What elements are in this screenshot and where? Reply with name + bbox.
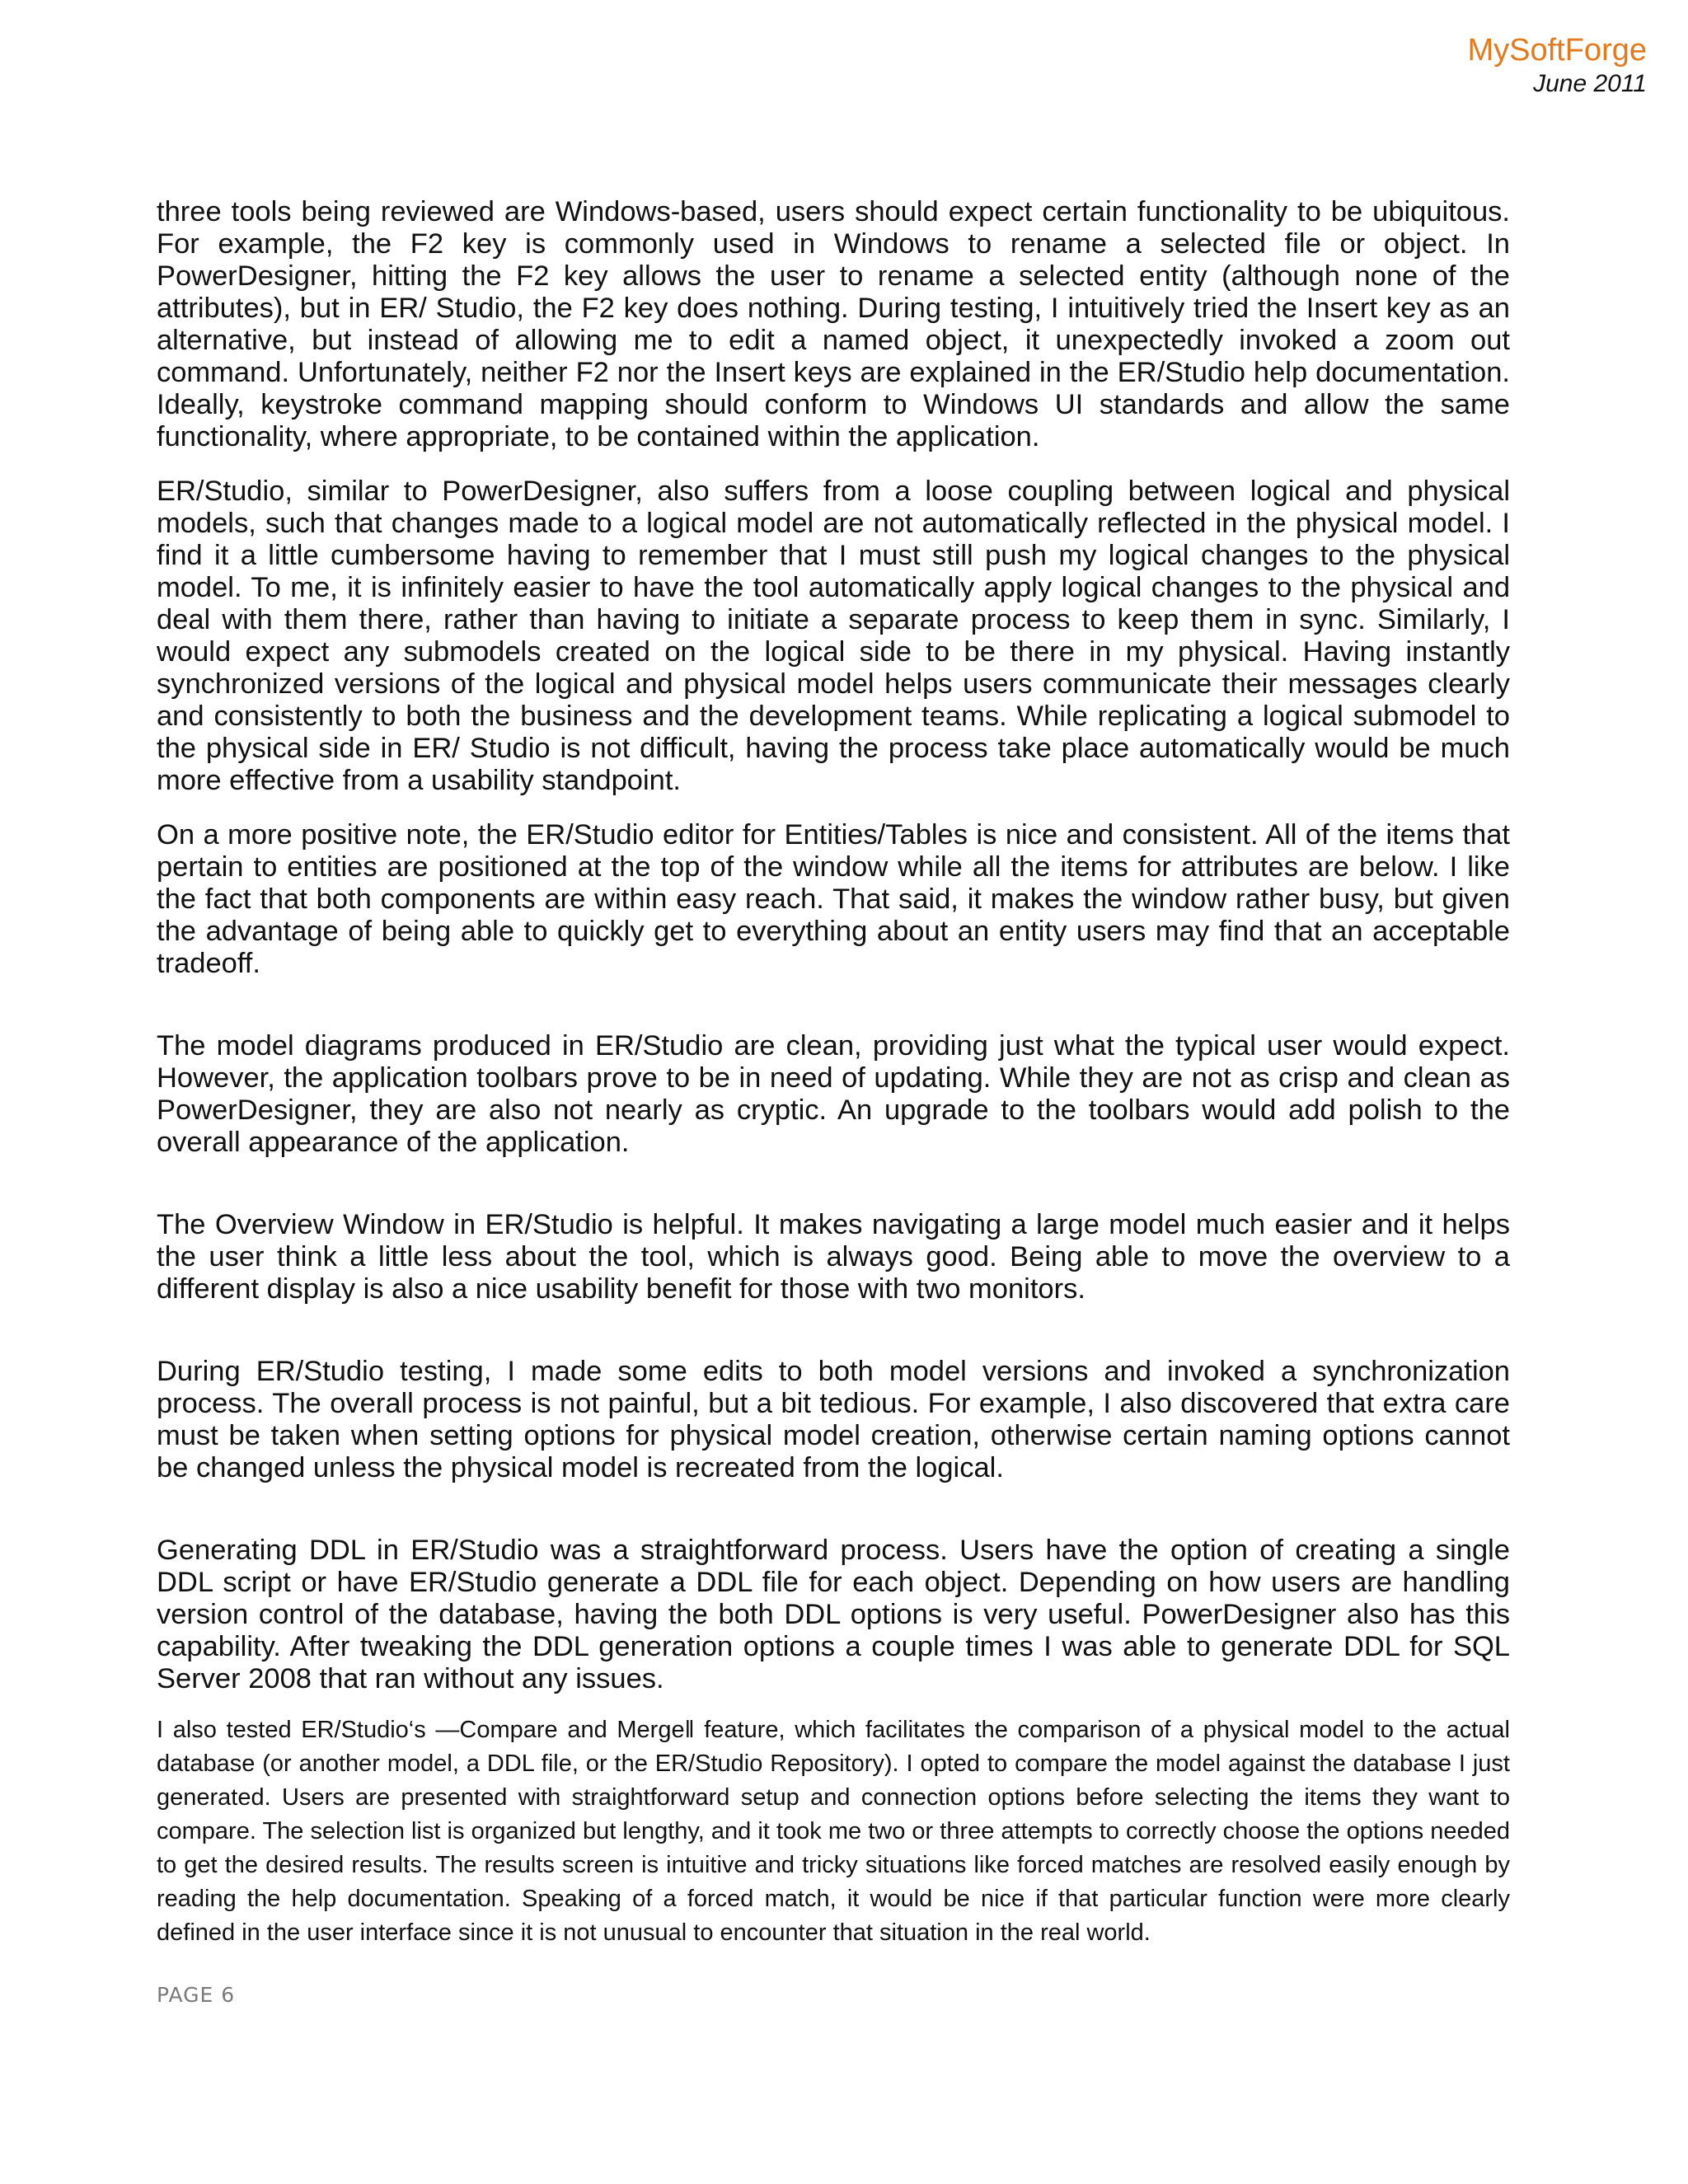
brand-name: MySoftForge: [1467, 33, 1647, 68]
paragraph-overview-window: The Overview Window in ER/Studio is helpful. It makes navigating a large model much easier and it helps the user think a little less about the tool, which is always good. Being able to move the overview to a different display is also a nice usability benefit for those with two monitors.: [157, 1209, 1510, 1305]
paragraph-synchronization: During ER/Studio testing, I made some edits to both model versions and invoked a synchronization process. The overall process is not painful, but a bit tedious. For example, I also discovered that extra care must be taken when setting options for physical model creation, otherwise certain naming options cannot be changed unless the physical model is recreated from the logical.: [157, 1356, 1510, 1483]
paragraph-model-diagrams: The model diagrams produced in ER/Studio are clean, providing just what the typical user would expect. However, the application toolbars prove to be in need of updating. While they are not as crisp and clean as PowerDesigner, they are also not nearly as cryptic. An upgrade to the toolbars would add polish to the overall appearance of the application.: [157, 1030, 1510, 1158]
paragraph-ddl-generation: Generating DDL in ER/Studio was a straightforward process. Users have the option of creating a single DDL script or have ER/Studio generate a DDL file for each object. Depending on how users are handling version control of the database, having the both DDL options is very useful. PowerDesigner also has this capability. After tweaking the DDL generation options a couple times I was able to generate DDL for SQL Server 2008 that ran without any issues.: [157, 1535, 1510, 1694]
paragraph-entity-editor: On a more positive note, the ER/Studio editor for Entities/Tables is nice and consistent. All of the items that pertain to entities are positioned at the top of the window while all the items for attributes are below. I like the fact that both components are within easy reach. That said, it makes the window rather busy, but given the advantage of being able to quickly get to everything about an entity users may find that an acceptable tradeoff.: [157, 819, 1510, 979]
paragraph-keystroke-mapping: three tools being reviewed are Windows-based, users should expect certain functionality to be ubiquitous. For example, the F2 key is commonly used in Windows to rename a selected file or object. In PowerDesigner, hitting the F2 key allows the user to rename a selected entity (although none of the attributes), but in ER/ Studio, the F2 key does nothing. During testing, I intuitively tried the Insert key as an alternative, but instead of allowing me to edit a named object, it unexpectedly invoked a zoom out command. Unfortunately, neither F2 nor the Insert keys are explained in the ER/Studio help documentation. Ideally, keystroke command mapping should conform to Windows UI standards and allow the same functionality, where appropriate, to be contained within the application.: [157, 196, 1510, 452]
paragraph-compare-merge: I also tested ER/Studio‘s ―Compare and Merge‖ feature, which facilitates the comparison of a physical model to the actual database (or another model, a DDL file, or the ER/Studio Repository). I opted to compare the model against the database I just generated. Users are presented with straightforward setup and connection options before selecting the items they want to compare. The selection list is organized but lengthy, and it took me two or three attempts to correctly choose the options needed to get the desired results. The results screen is intuitive and tricky situations like forced matches are resolved easily enough by reading the help documentation. Speaking of a forced match, it would be nice if that particular function were more clearly defined in the user interface since it is not unusual to encounter that situation in the real world.: [157, 1717, 1510, 1946]
page-number: PAGE 6: [157, 1983, 236, 2007]
paragraph-model-coupling: ER/Studio, similar to PowerDesigner, also suffers from a loose coupling between logical and physical models, such that changes made to a logical model are not automatically reflected in the physical model. I find it a little cumbersome having to remember that I must still push my logical changes to the physical model. To me, it is infinitely easier to have the tool automatically apply logical changes to the physical and deal with them there, rather than having to initiate a separate process to keep them in sync. Similarly, I would expect any submodels created on the logical side to be there in my physical. Having instantly synchronized versions of the logical and physical model helps users communicate their messages clearly and consistently to both the business and the development teams. While replicating a logical submodel to the physical side in ER/ Studio is not difficult, having the process take place automatically would be much more effective from a usability standpoint.: [157, 476, 1510, 796]
publication-date: June 2011: [1533, 70, 1647, 97]
page-header: [1467, 31, 1647, 99]
article-body: [157, 196, 1510, 1950]
